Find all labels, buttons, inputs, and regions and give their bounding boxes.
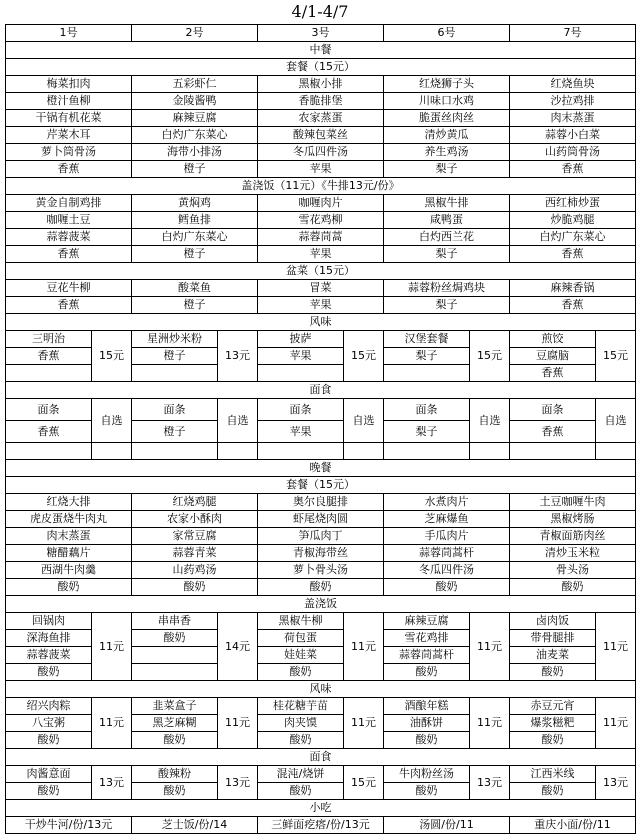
blank-cell	[92, 443, 132, 460]
price-cell: 11元	[344, 698, 384, 749]
dish-cell: 骨头汤	[510, 562, 636, 579]
table-row	[6, 59, 636, 76]
dish-cell: 麻辣香锅	[510, 280, 636, 297]
dish-cell: 酸奶	[6, 579, 132, 596]
dish-cell: 橙子	[132, 421, 218, 443]
dish-cell: 西湖牛肉羹	[6, 562, 132, 579]
dish-cell: 星洲炒米粉	[132, 331, 218, 348]
section-lunch-bowl: 盆菜（15元）	[6, 263, 636, 280]
dish-cell: 香蕉	[6, 246, 132, 263]
section-lunch-flavor: 风味	[6, 314, 636, 331]
day-header: 6号	[384, 25, 510, 42]
snack-cell: 三鲜面疙瘩/份/13元	[258, 817, 384, 834]
dish-cell: 酸奶	[384, 783, 470, 800]
dish-cell: 清炒黄瓜	[384, 127, 510, 144]
dish-cell: 豆花牛柳	[6, 280, 132, 297]
dish-cell: 五彩虾仁	[132, 76, 258, 93]
dish-cell: 肉末蒸蛋	[510, 110, 636, 127]
dish-cell: 酸奶	[258, 664, 344, 681]
dish-cell: 蒜蓉茼蒿	[258, 229, 384, 246]
section-dinner-snack: 小吃	[6, 800, 636, 817]
dish-cell: 酸奶	[258, 732, 344, 749]
dish-cell: 橙子	[132, 246, 258, 263]
table-row	[6, 545, 636, 562]
dish-cell: 爆浆糍粑	[510, 715, 596, 732]
dish-cell: 脆蛋丝肉丝	[384, 110, 510, 127]
dish-cell: 虾尾烧肉圆	[258, 511, 384, 528]
section-lunch: 中餐	[6, 42, 636, 59]
day-header: 1号	[6, 25, 132, 42]
table-row	[6, 93, 636, 110]
dish-cell: 香蕉	[6, 297, 132, 314]
table-row	[6, 399, 636, 421]
dish-cell: 咖喱肉片	[258, 195, 384, 212]
dish-cell: 冬瓜四件汤	[258, 144, 384, 161]
table-row	[6, 144, 636, 161]
dish-cell: 肉酱意面	[6, 766, 92, 783]
table-row	[6, 382, 636, 399]
dish-cell: 芝麻爆鱼	[384, 511, 510, 528]
dish-cell: 奥尔良腿排	[258, 494, 384, 511]
price-cell: 自选	[218, 399, 258, 443]
dish-cell: 梅菜扣肉	[6, 76, 132, 93]
table-row	[6, 528, 636, 545]
dish-cell: 青椒海带丝	[258, 545, 384, 562]
price-cell: 15元	[344, 331, 384, 382]
dish-cell: 香蕉	[510, 161, 636, 178]
dish-cell	[6, 365, 92, 382]
dish-cell: 面条	[510, 399, 596, 421]
section-dinner-noodle: 面食	[6, 749, 636, 766]
dish-cell: 苹果	[258, 246, 384, 263]
dish-cell: 橙汁鱼柳	[6, 93, 132, 110]
dish-cell: 酸奶	[258, 783, 344, 800]
blank-cell	[218, 443, 258, 460]
dish-cell: 肉夹馍	[258, 715, 344, 732]
table-row	[6, 511, 636, 528]
dish-cell: 水煮肉片	[384, 494, 510, 511]
dish-cell: 面条	[132, 399, 218, 421]
dish-cell: 韭菜盒子	[132, 698, 218, 715]
dish-cell: 酸奶	[6, 664, 92, 681]
dish-cell: 香蕉	[510, 421, 596, 443]
section-dinner: 晚餐	[6, 460, 636, 477]
table-row	[6, 229, 636, 246]
dish-cell: 梨子	[384, 161, 510, 178]
dish-cell: 酸奶	[258, 579, 384, 596]
table-row	[6, 460, 636, 477]
dish-cell: 苹果	[258, 161, 384, 178]
dish-cell: 白灼广东菜心	[132, 229, 258, 246]
price-cell: 13元	[218, 766, 258, 800]
dish-cell: 汉堡套餐	[384, 331, 470, 348]
price-cell: 11元	[218, 698, 258, 749]
dish-cell: 绍兴肉粽	[6, 698, 92, 715]
dish-cell: 鳕鱼排	[132, 212, 258, 229]
day-header: 3号	[258, 25, 384, 42]
table-row	[6, 800, 636, 817]
dish-cell: 煎饺	[510, 331, 596, 348]
table-row	[6, 314, 636, 331]
dish-cell: 梨子	[384, 421, 470, 443]
dish-cell	[132, 664, 218, 681]
dish-cell: 八宝粥	[6, 715, 92, 732]
dish-cell: 面条	[6, 399, 92, 421]
dish-cell: 梨子	[384, 348, 470, 365]
dish-cell: 西红柿炒蛋	[510, 195, 636, 212]
dish-cell: 酸奶	[510, 579, 636, 596]
table-row	[6, 596, 636, 613]
dish-cell: 牛肉粉丝汤	[384, 766, 470, 783]
dish-cell: 油麦菜	[510, 647, 596, 664]
dish-cell: 炒脆鸡腿	[510, 212, 636, 229]
table-row	[6, 331, 636, 348]
table-row	[6, 297, 636, 314]
dish-cell: 白灼广东菜心	[510, 229, 636, 246]
dish-cell: 清炒玉米粒	[510, 545, 636, 562]
dish-cell: 卤肉饭	[510, 613, 596, 630]
section-dinner-rice: 盖浇饭	[6, 596, 636, 613]
dish-cell: 黑芝麻糊	[132, 715, 218, 732]
dish-cell: 酸辣粉	[132, 766, 218, 783]
dish-cell: 香蕉	[6, 421, 92, 443]
price-cell: 15元	[596, 331, 636, 382]
dish-cell: 酸奶	[132, 783, 218, 800]
dish-cell: 蒜蓉茼蒿杆	[384, 545, 510, 562]
dish-cell: 手瓜肉片	[384, 528, 510, 545]
dish-cell: 沙拉鸡排	[510, 93, 636, 110]
table-row	[6, 477, 636, 494]
dish-cell: 黄金自制鸡排	[6, 195, 132, 212]
dish-cell: 红烧鱼块	[510, 76, 636, 93]
dish-cell: 酸奶	[510, 783, 596, 800]
dish-cell: 肉末蒸蛋	[6, 528, 132, 545]
dish-cell: 家常豆腐	[132, 528, 258, 545]
dish-cell: 笋瓜肉丁	[258, 528, 384, 545]
dish-cell: 梨子	[384, 246, 510, 263]
dish-cell: 酸奶	[132, 630, 218, 647]
table-row	[6, 110, 636, 127]
dish-cell: 香脆排堡	[258, 93, 384, 110]
blank-cell	[344, 443, 384, 460]
dish-cell: 香蕉	[510, 246, 636, 263]
dish-cell: 雪花鸡柳	[258, 212, 384, 229]
dish-cell: 养生鸡汤	[384, 144, 510, 161]
dish-cell: 蒜蓉菠菜	[6, 647, 92, 664]
price-cell: 13元	[596, 766, 636, 800]
table-row	[6, 25, 636, 42]
dish-cell: 香蕉	[6, 161, 132, 178]
table-row	[6, 562, 636, 579]
dish-cell: 酸奶	[384, 664, 470, 681]
dish-cell: 酸奶	[6, 732, 92, 749]
table-row	[6, 280, 636, 297]
snack-cell: 重庆小面/份/11	[510, 817, 636, 834]
dish-cell: 香蕉	[510, 297, 636, 314]
price-cell: 13元	[470, 766, 510, 800]
dish-cell: 豆腐脑	[510, 348, 596, 365]
dish-cell: 蒜蓉茼蒿杆	[384, 647, 470, 664]
table-row	[6, 817, 636, 834]
dish-cell: 酒酿年糕	[384, 698, 470, 715]
dish-cell: 酸菜鱼	[132, 280, 258, 297]
dish-cell: 赤豆元宵	[510, 698, 596, 715]
dish-cell: 深海鱼排	[6, 630, 92, 647]
dish-cell: 咖喱土豆	[6, 212, 132, 229]
blank-cell	[132, 443, 218, 460]
dish-cell: 娃娃菜	[258, 647, 344, 664]
dish-cell: 香蕉	[510, 365, 596, 382]
dish-cell: 黄焖鸡	[132, 195, 258, 212]
dish-cell	[384, 365, 470, 382]
dish-cell: 酸奶	[384, 732, 470, 749]
dish-cell: 青椒面筋肉丝	[510, 528, 636, 545]
dish-cell: 农家小酥肉	[132, 511, 258, 528]
dish-cell: 橙子	[132, 348, 218, 365]
price-cell: 15元	[344, 766, 384, 800]
day-header: 2号	[132, 25, 258, 42]
dish-cell: 橙子	[132, 161, 258, 178]
table-row	[6, 161, 636, 178]
table-row	[6, 766, 636, 783]
dish-cell: 川味口水鸡	[384, 93, 510, 110]
table-row	[6, 681, 636, 698]
dish-cell: 苹果	[258, 297, 384, 314]
price-cell: 13元	[218, 331, 258, 382]
dish-cell: 白灼西兰花	[384, 229, 510, 246]
dish-cell: 金陵酱鸭	[132, 93, 258, 110]
dish-cell: 酸奶	[510, 732, 596, 749]
dish-cell: 酸辣包菜丝	[258, 127, 384, 144]
blank-cell	[470, 443, 510, 460]
dish-cell: 梨子	[384, 297, 510, 314]
dish-cell: 黑椒烤肠	[510, 511, 636, 528]
dish-cell: 芹菜木耳	[6, 127, 132, 144]
dish-cell: 红烧大排	[6, 494, 132, 511]
dish-cell: 冬瓜四件汤	[384, 562, 510, 579]
price-cell: 11元	[92, 698, 132, 749]
dish-cell: 酸奶	[132, 579, 258, 596]
dish-cell: 串串香	[132, 613, 218, 630]
dish-cell: 蒜蓉粉丝焗鸡块	[384, 280, 510, 297]
dish-cell: 回锅肉	[6, 613, 92, 630]
dish-cell: 混沌/烧饼	[258, 766, 344, 783]
dish-cell	[258, 365, 344, 382]
price-cell: 自选	[596, 399, 636, 443]
price-cell: 15元	[92, 331, 132, 382]
dish-cell: 雪花鸡排	[384, 630, 470, 647]
dish-cell: 红烧狮子头	[384, 76, 510, 93]
table-row	[6, 246, 636, 263]
dish-cell: 江西米线	[510, 766, 596, 783]
price-cell: 自选	[92, 399, 132, 443]
blank-cell	[384, 443, 470, 460]
day-header: 7号	[510, 25, 636, 42]
dish-cell: 酸奶	[6, 783, 92, 800]
dish-cell: 荷包蛋	[258, 630, 344, 647]
dish-cell: 橙子	[132, 297, 258, 314]
dish-cell: 咸鸭蛋	[384, 212, 510, 229]
dish-cell: 酸奶	[132, 732, 218, 749]
table-row	[6, 263, 636, 280]
dish-cell: 黑椒牛排	[384, 195, 510, 212]
dish-cell: 香蕉	[6, 348, 92, 365]
price-cell: 11元	[596, 698, 636, 749]
dish-cell: 带骨腿排	[510, 630, 596, 647]
dish-cell: 萝卜骨头汤	[258, 562, 384, 579]
snack-cell: 汤圆/份/11	[384, 817, 510, 834]
dish-cell: 土豆咖喱牛肉	[510, 494, 636, 511]
section-dinner-set: 套餐（15元）	[6, 477, 636, 494]
price-cell: 11元	[470, 698, 510, 749]
price-cell: 自选	[344, 399, 384, 443]
table-row	[6, 212, 636, 229]
dish-cell: 面条	[384, 399, 470, 421]
table-row	[6, 127, 636, 144]
dish-cell: 桂花糖芋苗	[258, 698, 344, 715]
price-cell: 14元	[218, 613, 258, 681]
dish-cell: 冒菜	[258, 280, 384, 297]
price-cell: 11元	[596, 613, 636, 681]
snack-cell: 干炒牛河/份/13元	[6, 817, 132, 834]
price-cell: 11元	[344, 613, 384, 681]
dish-cell: 酸奶	[384, 579, 510, 596]
dish-cell: 蒜蓉小白菜	[510, 127, 636, 144]
dish-cell: 麻辣豆腐	[132, 110, 258, 127]
dish-cell: 糖醋藕片	[6, 545, 132, 562]
dish-cell	[132, 365, 218, 382]
table-row	[6, 698, 636, 715]
table-row	[6, 579, 636, 596]
blank-cell	[6, 443, 92, 460]
blank-cell	[596, 443, 636, 460]
dish-cell: 蒜蓉青菜	[132, 545, 258, 562]
dish-cell: 三明治	[6, 331, 92, 348]
table-row	[6, 749, 636, 766]
dish-cell: 干锅有机花菜	[6, 110, 132, 127]
table-row	[6, 76, 636, 93]
dish-cell: 山药筒骨汤	[510, 144, 636, 161]
section-lunch-set: 套餐（15元）	[6, 59, 636, 76]
dish-cell: 萝卜筒骨汤	[6, 144, 132, 161]
dish-cell: 酸奶	[510, 664, 596, 681]
snack-cell: 芝士饭/份/14	[132, 817, 258, 834]
dish-cell: 白灼广东菜心	[132, 127, 258, 144]
table-row	[6, 494, 636, 511]
dish-cell: 蒜蓉菠菜	[6, 229, 132, 246]
section-lunch-rice: 盖浇饭（11元）《牛排13元/份》	[6, 178, 636, 195]
dish-cell: 披萨	[258, 331, 344, 348]
section-dinner-flavor: 风味	[6, 681, 636, 698]
dish-cell: 麻辣豆腐	[384, 613, 470, 630]
dish-cell: 黑椒牛柳	[258, 613, 344, 630]
table-row	[6, 195, 636, 212]
dish-cell: 农家蒸蛋	[258, 110, 384, 127]
table-row	[6, 613, 636, 630]
table-row	[6, 443, 636, 460]
price-cell: 自选	[470, 399, 510, 443]
dish-cell: 黑椒小排	[258, 76, 384, 93]
menu-table	[5, 24, 636, 834]
dish-cell: 虎皮蛋烧牛肉丸	[6, 511, 132, 528]
dish-cell: 面条	[258, 399, 344, 421]
dish-cell: 油酥饼	[384, 715, 470, 732]
dish-cell	[132, 647, 218, 664]
page-title: 4/1-4/7	[291, 2, 349, 21]
dish-cell: 海带小排汤	[132, 144, 258, 161]
dish-cell: 山药鸡汤	[132, 562, 258, 579]
dish-cell: 苹果	[258, 421, 344, 443]
table-row	[6, 178, 636, 195]
price-cell: 15元	[470, 331, 510, 382]
table-row	[6, 42, 636, 59]
price-cell: 11元	[92, 613, 132, 681]
dish-cell: 红烧鸡腿	[132, 494, 258, 511]
section-lunch-noodle: 面食	[6, 382, 636, 399]
dish-cell: 苹果	[258, 348, 344, 365]
price-cell: 11元	[470, 613, 510, 681]
blank-cell	[510, 443, 596, 460]
price-cell: 13元	[92, 766, 132, 800]
blank-cell	[258, 443, 344, 460]
